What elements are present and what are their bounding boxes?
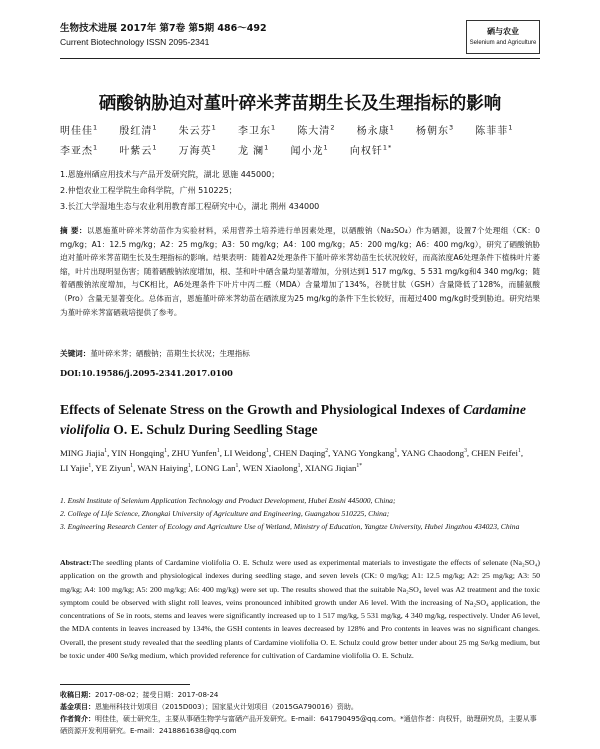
footnotes: [60, 689, 540, 737]
en-author-name: XIANG Jiqian: [304, 463, 357, 473]
en-author-affiliation-mark: 1: [518, 448, 521, 455]
en-author-affiliation-mark: 1: [216, 448, 220, 455]
title-en-part1: Effects of Selenate Stress on the Growth and Physiological Indexes of: [60, 402, 464, 417]
en-author-affiliation-mark: 1: [104, 448, 108, 455]
en-author: [60, 448, 107, 458]
en-author-affiliation-mark: 1: [297, 463, 301, 470]
footnote-received-label: 收稿日期：: [60, 691, 95, 699]
en-author: [305, 463, 362, 473]
cn-author-affiliation-mark: 1: [389, 123, 395, 132]
affiliation-en-3: 3. Engineering Research Center of Ecology and Agriculture Use of Wetland, Ministry of Education, Yangtze University, Hubei Jingzhou 434023, China: [60, 522, 520, 531]
journal-header: [60, 20, 540, 59]
cn-author-affiliation-mark: 3: [448, 123, 455, 132]
en-author-affiliation-mark: 1: [235, 463, 239, 470]
author-list-en: MING Jiajia$^1$, YIN Hongqing$^1$, ZHU Yunfen$^1$, LI Weidong$^1$, CHEN Daqing$^2$, YANG Yongkang$^1$, YANG Chaodong$^3$, CHEN Feifei$^1$, LI Yajie$^1$, YE Ziyun$^1$, WAN Haiying$^1$, LONG Lan$^1$, WEN Xiaolong$^1$, XIANG Jiqian$^{1*}$: [60, 448, 524, 473]
en-author-affiliation-mark: 1: [130, 463, 134, 470]
en-author: [471, 448, 521, 458]
cn-author-name: 明佳佳: [60, 126, 93, 137]
en-author-name: LI Weidong: [224, 448, 266, 458]
en-author-name: CHEN Daqing: [273, 448, 326, 458]
en-author-affiliation-mark: 1: [394, 448, 398, 455]
affiliations-cn: [60, 167, 540, 215]
cn-author: [119, 143, 158, 157]
cn-author-name: 杨永康: [356, 126, 390, 137]
cn-author-name: 殷红清: [119, 126, 153, 137]
paper-title-cn: 硒酸钠胁迫对堇叶碎米荠苗期生长及生理指标的影响: [98, 94, 502, 114]
footnote-received: [60, 689, 540, 701]
cn-author-affiliation-mark: 1: [211, 123, 217, 132]
affiliation-cn-3: 3.长江大学湿地生态与农业利用教育部工程研究中心，湖北 荆州 434000: [60, 202, 320, 211]
en-author: [137, 463, 190, 473]
cn-author: [349, 143, 393, 157]
en-author-affiliation-mark: 1*: [356, 463, 363, 470]
en-author-affiliation-mark: 1: [265, 448, 269, 455]
cn-author: [60, 143, 99, 157]
cn-author-name: 向权钎: [349, 146, 383, 157]
paper-title-en: [60, 400, 540, 440]
cn-author: [60, 123, 99, 137]
en-author: [171, 448, 219, 458]
cn-author: [290, 143, 329, 157]
footnote-author-label: 作者简介：: [60, 715, 95, 723]
abstract-en-text: The seedling plants of Cardamine violifolia O. E. Schulz were used as experimental materials to investigate the effects of selenate (Na₂SO₄) application on the growth and physiological indexes during seedling stage, and seven levels (CK: 0 mg/kg; A1: 12.5 mg/kg; A2: 25 mg/kg; A3: 50 mg/kg; A4: 100 mg/kg; A5: 200 mg/kg; A6: 400 mg/kg) were set up. The results showed that the suitable Na₂SO₄ level was A2 treatment and the toxic symptom could be observed with slight roll leaves, veins pronounced inhibited growth under A6 level. With the increasing of Na₂SO₄ application, the concentrations of Se in roots, stems and leaves were significantly increased up to 1 517 mg/kg, 5 531 mg/kg, 4 340 mg/kg, respectively. Under A6 level, the MDA contents in leaves increased by 134%, the GSH contents in leaves decreased by 128% and Pro contents in leaves was no significant changes. Overall, the present study revealed that the seedling plants of Cardamine violifolia O. E. Schulz could grow better under about 25 mg Se/kg medium, but be toxic under 400 Se/kg medium, which provided reference for cultivation of Cardamine violifolia O. E. Schulz.: [60, 558, 540, 661]
cn-author-name: 杨朝东: [415, 126, 449, 137]
cn-author-affiliation-mark: 1: [508, 123, 514, 132]
affiliation-cn-2: 2.仲恺农业工程学院生命科学院，广州 510225；: [60, 186, 237, 195]
en-author-name: WAN Haiying: [137, 463, 188, 473]
journal-name-cn: 生物技术进展 2017年 第7卷 第5期 486～492: [60, 23, 267, 34]
cn-author-name: 李亚杰: [60, 146, 93, 157]
footnote-funding-label: 基金项目：: [60, 703, 95, 711]
abstract-en-label: Abstract:: [60, 558, 92, 567]
cn-author: [475, 123, 514, 137]
en-author: [332, 448, 397, 458]
en-author-name: WEN Xiaolong: [242, 463, 298, 473]
abstract-en: [60, 556, 540, 662]
author-list-cn: [60, 122, 540, 162]
en-author-name: YE Ziyun: [95, 463, 131, 473]
en-author: [273, 448, 328, 458]
en-author: [401, 448, 467, 458]
en-author: [243, 463, 301, 473]
en-author-name: CHEN Feifei: [471, 448, 518, 458]
en-author-name: YIN Hongqing: [111, 448, 165, 458]
cn-author: [237, 143, 270, 157]
footnote-rule: [60, 684, 190, 685]
affiliation-cn-1: 1.恩施州硒应用技术与产品开发研究院，湖北 恩施 445000；: [60, 170, 280, 179]
en-author-name: LONG Lan: [195, 463, 236, 473]
keywords-cn-label: 关键词：: [60, 349, 91, 358]
cn-author-name: 叶紫云: [119, 146, 153, 157]
affiliation-en-2: 2. College of Life Science, Zhongkai University of Agriculture and Engineering, Guangzhou 510225, China;: [60, 509, 390, 518]
footnote-funding-text: 恩施州科技计划项目（2015D003）；国家星火计划项目（2015GA790016）资助。: [95, 703, 358, 711]
cn-author-name: 陈菲菲: [475, 126, 509, 137]
cn-author: [415, 123, 455, 137]
cn-author: [119, 123, 158, 137]
abstract-cn-text: 以恩施堇叶碎米荠幼苗作为实验材料，采用营养土培养进行单因素处理，以硒酸钠（Na₂SO₄）作为硒源，设置7个处理组（CK：0 mg/kg；A1：12.5 mg/kg；A2：25 mg/kg；A3：50 mg/kg；A4：100 mg/kg；A5：200 mg/kg；A6：400 mg/kg），研究了硒酸钠胁迫对堇叶碎米荠苗期生长及生理指标的影响。结果表明：随着A2处理条件下堇叶碎米荠幼苗生长状况较好，而高浓度A6处理条件下植株叶片萎缩，叶片出现明显伤害；随着硒酸钠浓度增加，根、茎和叶中硒含量均显著增加，分别达到1 517 mg/kg、5 531 mg/kg和4 340 mg/kg；随着硒酸钠浓度增加，与CK相比，A6处理条件下叶片中丙二醛（MDA）含量增加了134%，谷胱甘肽（GSH）含量降低了128%，而脯氨酸（Pro）含量无显著变化。总体而言，恩施堇叶碎米荠幼苗在硒浓度为25 mg/kg的条件下生长较好，而超过400 mg/kg时受到胁迫。研究结果为堇叶碎米荠富硒栽培提供了参考。: [60, 226, 540, 317]
cn-author: [237, 123, 277, 137]
cn-author-name: 闻小龙: [290, 146, 324, 157]
en-author-affiliation-mark: 3: [464, 448, 467, 455]
en-author-name: YANG Chaodong: [401, 448, 465, 458]
title-en-part2: O. E. Schulz During Seedling Stage: [109, 422, 318, 437]
cn-author-affiliation-mark: 1*: [382, 143, 393, 152]
keywords-cn: [60, 348, 540, 359]
en-author-affiliation-mark: 2: [325, 448, 329, 455]
footnote-funding: [60, 701, 540, 713]
en-author: [111, 448, 167, 458]
en-author-affiliation-mark: 1: [88, 463, 92, 470]
abstract-cn: [60, 224, 540, 319]
cn-author: [297, 123, 336, 137]
en-author-name: MING Jiajia: [60, 448, 105, 458]
cn-author-affiliation-mark: 1: [264, 143, 270, 152]
cn-author: [178, 143, 217, 157]
abstract-cn-label: 摘 要：: [60, 226, 87, 235]
en-author: [95, 463, 133, 473]
en-author-name: ZHU Yunfen: [171, 448, 217, 458]
cn-author-affiliation-mark: 1: [211, 143, 217, 152]
column-logo: [466, 20, 540, 54]
cn-author: [178, 123, 217, 137]
cn-author: [356, 123, 395, 137]
keywords-cn-text: 堇叶碎米荠；硒酸钠；苗期生长状况；生理指标: [90, 349, 250, 358]
en-author-affiliation-mark: 1: [187, 463, 191, 470]
affiliation-en-1: 1. Enshi Institute of Selenium Application Technology and Product Development, Hubei Enshi 445000, China;: [60, 496, 396, 505]
footnote-author: [60, 713, 540, 737]
journal-name-en: Current Biotechnology ISSN 2095-2341: [60, 37, 210, 47]
cn-author-affiliation-mark: 1: [323, 143, 329, 152]
title-en-species: Cardamine violifolia: [60, 402, 526, 437]
cn-author-affiliation-mark: 2: [330, 123, 336, 132]
cn-author-affiliation-mark: 1: [152, 123, 158, 132]
cn-author-affiliation-mark: 1: [93, 123, 99, 132]
doi[interactable]: DOI:10.19586/j.2095-2341.2017.0100: [60, 368, 233, 378]
column-logo-en: Selenium and Agriculture: [469, 40, 537, 46]
cn-author-affiliation-mark: 1: [152, 143, 158, 152]
cn-author-affiliation-mark: 1: [270, 123, 277, 132]
en-author-name: LI Yajie: [60, 463, 89, 473]
cn-author-name: 陈大清: [297, 126, 331, 137]
affiliations-en: [60, 494, 540, 533]
footnote-author-text: 明佳佳，硕士研究生，主要从事硒生物学与富硒产品开发研究。E-mail：641790495@qq.com。*通信作者：向权钎，助理研究员，主要从事硒资源开发利用研究。E-mail：2418861638@qq.com: [60, 715, 537, 735]
column-logo-cn: 硒与农业: [487, 27, 519, 36]
cn-author-name: 万海英: [178, 146, 212, 157]
cn-author-affiliation-mark: 1: [93, 143, 99, 152]
cn-author-name: 龙 澜: [237, 146, 265, 157]
en-author-name: YANG Yongkang: [332, 448, 395, 458]
cn-author-name: 李卫东: [237, 126, 271, 137]
en-author: [60, 463, 91, 473]
en-author: [224, 448, 269, 458]
en-author-affiliation-mark: 1: [164, 448, 168, 455]
footnote-received-text: 2017-08-02；接受日期：2017-08-24: [95, 691, 219, 699]
en-author: [195, 463, 238, 473]
cn-author-name: 朱云芬: [178, 126, 212, 137]
